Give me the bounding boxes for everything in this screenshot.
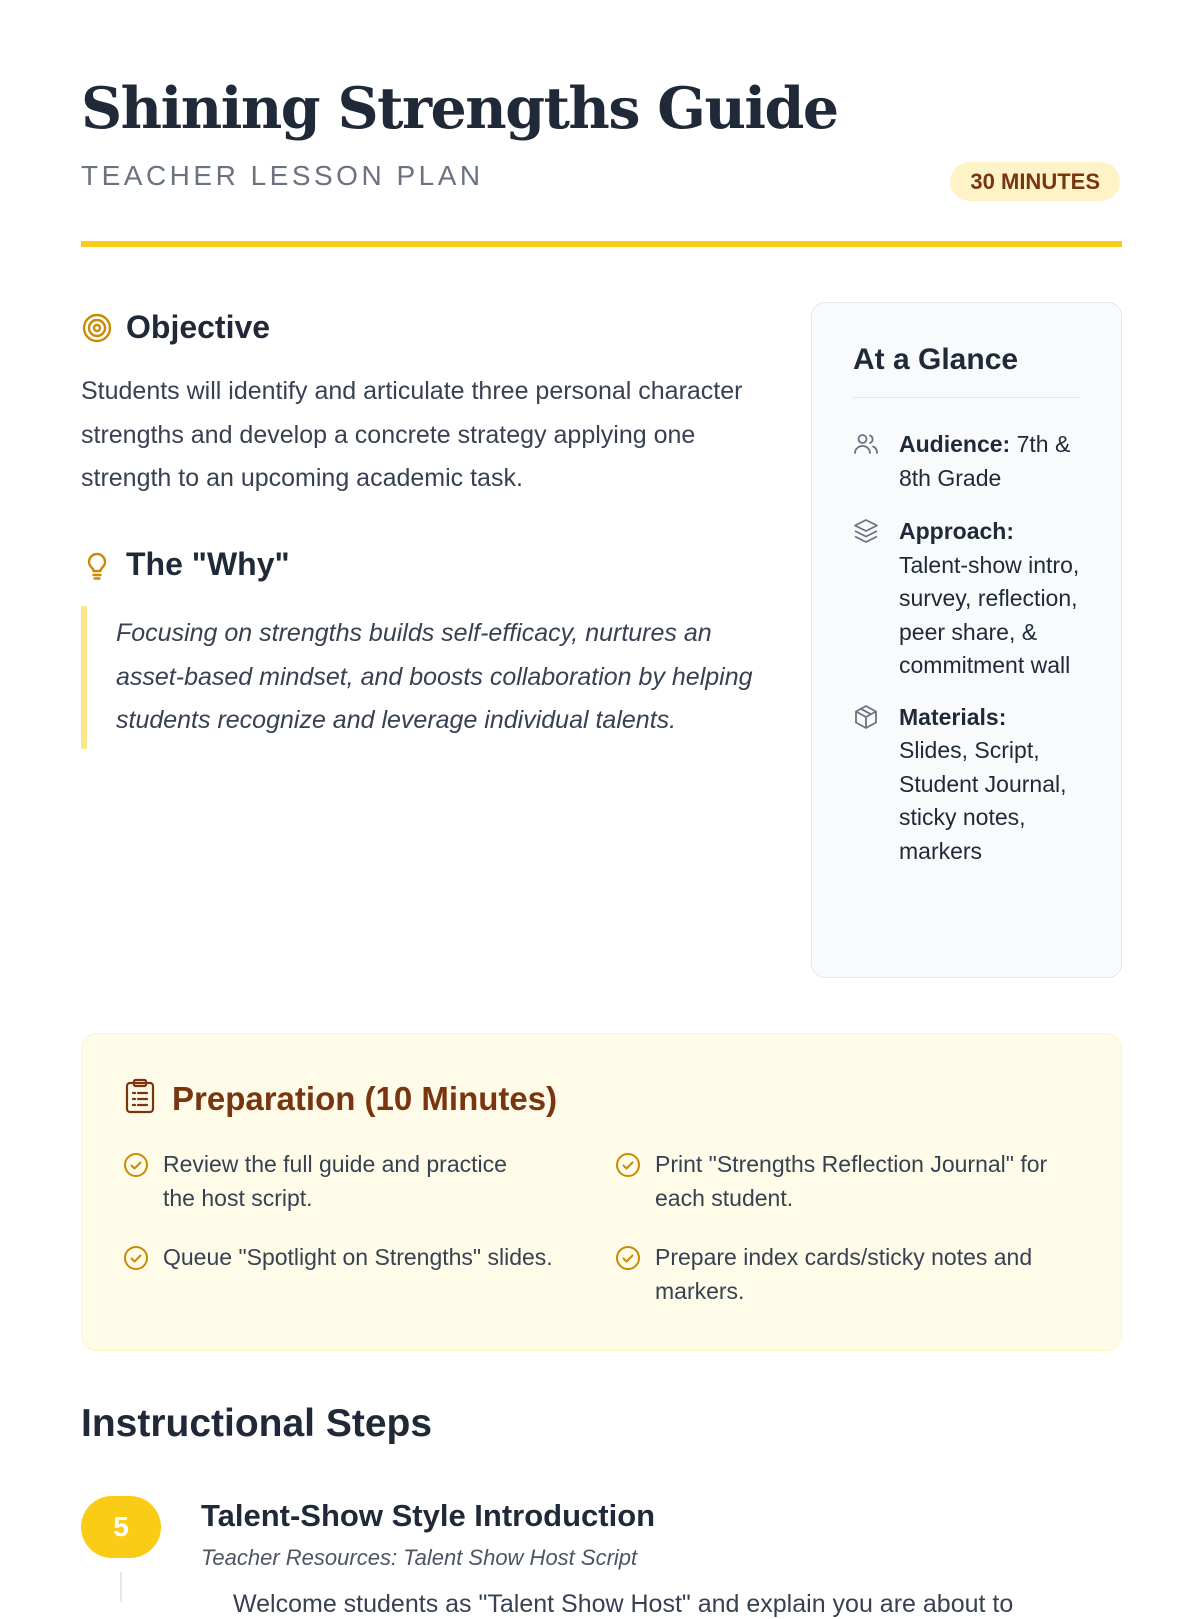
- glance-text-materials: [899, 701, 1080, 869]
- objective-title: Objective: [126, 309, 271, 345]
- prep-item: [123, 1241, 593, 1275]
- check-circle-icon: [123, 1152, 149, 1178]
- objective-text: Students will identify and articulate three personal character strengths and develop a concrete strategy applying one strength to an upcoming academic task.: [81, 377, 743, 492]
- duration-badge: 30 MINUTES: [950, 162, 1120, 201]
- step-text: Welcome students as "Talent Show Host" and explain you are about to: [233, 1590, 1014, 1618]
- step-title: Talent-Show Style Introduction: [201, 1498, 656, 1533]
- check-circle-icon: [123, 1245, 149, 1271]
- layers-icon: [853, 518, 879, 544]
- prep-item-text: Print "Strengths Reflection Journal" for each student.: [655, 1151, 1048, 1211]
- step-number-badge: 5: [81, 1496, 161, 1558]
- step-resource: Teacher Resources: Talent Show Host Script: [201, 1545, 638, 1570]
- at-a-glance-card: [811, 302, 1122, 978]
- glance-value-materials: Slides, Script, Student Journal, sticky notes, markers: [899, 737, 1067, 864]
- preparation-card: [81, 1033, 1122, 1351]
- users-icon: [853, 431, 879, 457]
- glance-label-approach: Approach:: [899, 518, 1014, 544]
- prep-item: [615, 1148, 1075, 1215]
- glance-item-materials: [853, 701, 1080, 869]
- glance-label-audience: Audience:: [899, 431, 1011, 457]
- prep-item-text: Review the full guide and practice the host script.: [163, 1151, 507, 1211]
- why-text: Focusing on strengths builds self-efficacy, nurtures an asset-based mindset, and boosts collaboration by helping students recognize and leverage individual talents.: [116, 619, 753, 734]
- why-title: The "Why": [126, 546, 290, 582]
- glance-value-approach: Talent-show intro, survey, reflection, peer share, & commitment wall: [899, 551, 1080, 678]
- glance-item-approach: [853, 515, 1080, 683]
- objective-heading: [81, 309, 270, 346]
- glance-value-audience: 7th & 8th Grade: [899, 431, 1071, 491]
- at-a-glance-title: At a Glance: [853, 343, 1080, 398]
- glance-item-audience: [853, 428, 1080, 495]
- prep-item: [123, 1148, 543, 1215]
- target-icon: [81, 312, 113, 344]
- step-connector-line: [120, 1572, 122, 1602]
- glance-label-materials: Materials:: [899, 703, 1007, 730]
- why-quote: [81, 606, 786, 749]
- prep-item-text: Prepare index cards/sticky notes and markers.: [655, 1244, 1033, 1304]
- why-heading: [81, 546, 290, 583]
- check-circle-icon: [615, 1245, 641, 1271]
- page-title: Shining Strengths Guide: [81, 75, 838, 142]
- header-divider: [81, 241, 1122, 247]
- page-subtitle: TEACHER LESSON PLAN: [81, 160, 484, 191]
- prep-item-text: Queue "Spotlight on Strengths" slides.: [163, 1244, 553, 1270]
- preparation-title: Preparation (10 Minutes): [172, 1079, 558, 1117]
- package-icon: [853, 704, 879, 730]
- check-circle-icon: [615, 1152, 641, 1178]
- clipboard-icon: [124, 1078, 156, 1119]
- prep-item: [615, 1241, 1075, 1308]
- steps-title: Instructional Steps: [81, 1402, 433, 1445]
- lightbulb-icon: [81, 549, 113, 581]
- glance-text-approach: [899, 515, 1080, 683]
- glance-text-audience: [899, 428, 1080, 495]
- preparation-heading: [124, 1078, 557, 1119]
- at-a-glance-list: [853, 428, 1080, 868]
